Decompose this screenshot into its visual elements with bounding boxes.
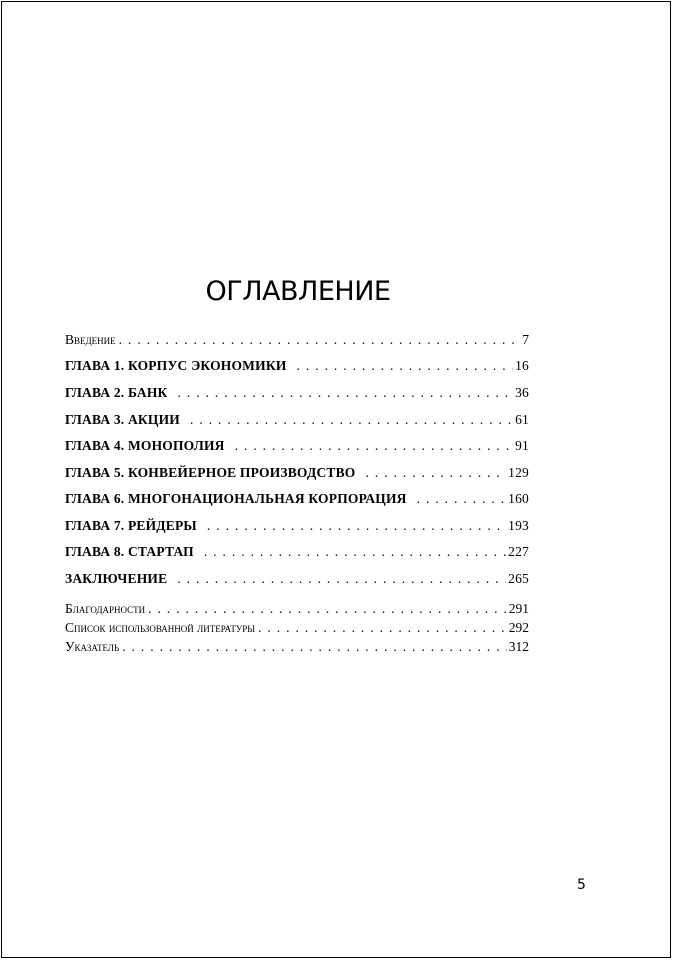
toc-entry-page: 312 xyxy=(508,639,529,654)
toc-entry-label: Указатель xyxy=(65,639,120,654)
toc-entry-page: 61 xyxy=(515,412,529,427)
toc-entry-page: 16 xyxy=(515,358,529,373)
dot-leader xyxy=(258,620,507,636)
toc-entry-label: ГЛАВА 7. РЕЙДЕРЫ xyxy=(65,518,197,533)
dot-leader xyxy=(297,358,514,374)
toc-entry-label: ГЛАВА 6. МНОГОНАЦИОНАЛЬНАЯ КОРПОРАЦИЯ xyxy=(65,491,407,506)
toc-entry-page: 265 xyxy=(508,571,529,586)
toc-entry-label: ГЛАВА 3. АКЦИИ xyxy=(65,412,180,427)
toc-entry-page: 291 xyxy=(508,601,529,616)
toc-entry-page: 36 xyxy=(515,385,529,400)
toc-entry-chapter-7[interactable] xyxy=(65,518,529,534)
toc-entry-chapter-1[interactable] xyxy=(65,358,529,374)
dot-leader xyxy=(148,601,507,617)
toc-entry-page: 160 xyxy=(508,491,529,506)
dot-leader xyxy=(204,544,506,560)
toc-entry-bibliography[interactable] xyxy=(65,620,529,636)
dot-leader xyxy=(119,332,521,348)
toc-entry-label: ГЛАВА 8. СТАРТАП xyxy=(65,544,194,559)
dot-leader xyxy=(417,491,507,507)
toc-entry-label: Введение xyxy=(65,332,116,347)
toc-entry-chapter-5[interactable] xyxy=(65,465,529,481)
toc-entry-page: 129 xyxy=(508,465,529,480)
toc-entry-page: 227 xyxy=(508,544,529,559)
dot-leader xyxy=(122,639,507,655)
dot-leader xyxy=(207,518,506,534)
dot-leader xyxy=(178,385,514,401)
toc-entry-page: 193 xyxy=(508,518,529,533)
toc-entry-label: Благодарности xyxy=(65,601,146,616)
toc-entry-chapter-6[interactable] xyxy=(65,491,529,507)
toc-entry-page: 292 xyxy=(508,620,529,635)
toc-entry-chapter-2[interactable] xyxy=(65,385,529,401)
dot-leader xyxy=(235,438,513,454)
toc-title: ОГЛАВЛЕНИЕ xyxy=(205,276,391,307)
toc-entry-chapter-3[interactable] xyxy=(65,412,529,428)
toc-entry-page: 91 xyxy=(515,438,529,453)
toc-entry-chapter-8[interactable] xyxy=(65,544,529,560)
dot-leader xyxy=(177,571,506,587)
toc-entry-label: ГЛАВА 1. КОРПУС ЭКОНОМИКИ xyxy=(65,358,287,373)
toc-entry-label: Список использованной литературы xyxy=(65,620,256,635)
page-number: 5 xyxy=(577,877,586,893)
toc-entry-introduction[interactable] xyxy=(65,332,529,348)
toc-entry-label: ГЛАВА 2. БАНК xyxy=(65,385,168,400)
dot-leader xyxy=(190,412,513,428)
toc-entry-acknowledgements[interactable] xyxy=(65,601,529,617)
toc-entry-chapter-4[interactable] xyxy=(65,438,529,454)
toc-entry-label: ГЛАВА 5. КОНВЕЙЕРНОЕ ПРОИЗВОДСТВО xyxy=(65,465,356,480)
dot-leader xyxy=(366,465,507,481)
toc-entry-page: 7 xyxy=(522,332,529,347)
toc-entry-conclusion[interactable] xyxy=(65,571,529,587)
toc-entry-index[interactable] xyxy=(65,639,529,655)
toc-entry-label: ГЛАВА 4. МОНОПОЛИЯ xyxy=(65,438,225,453)
toc-entry-label: ЗАКЛЮЧЕНИЕ xyxy=(65,571,168,586)
